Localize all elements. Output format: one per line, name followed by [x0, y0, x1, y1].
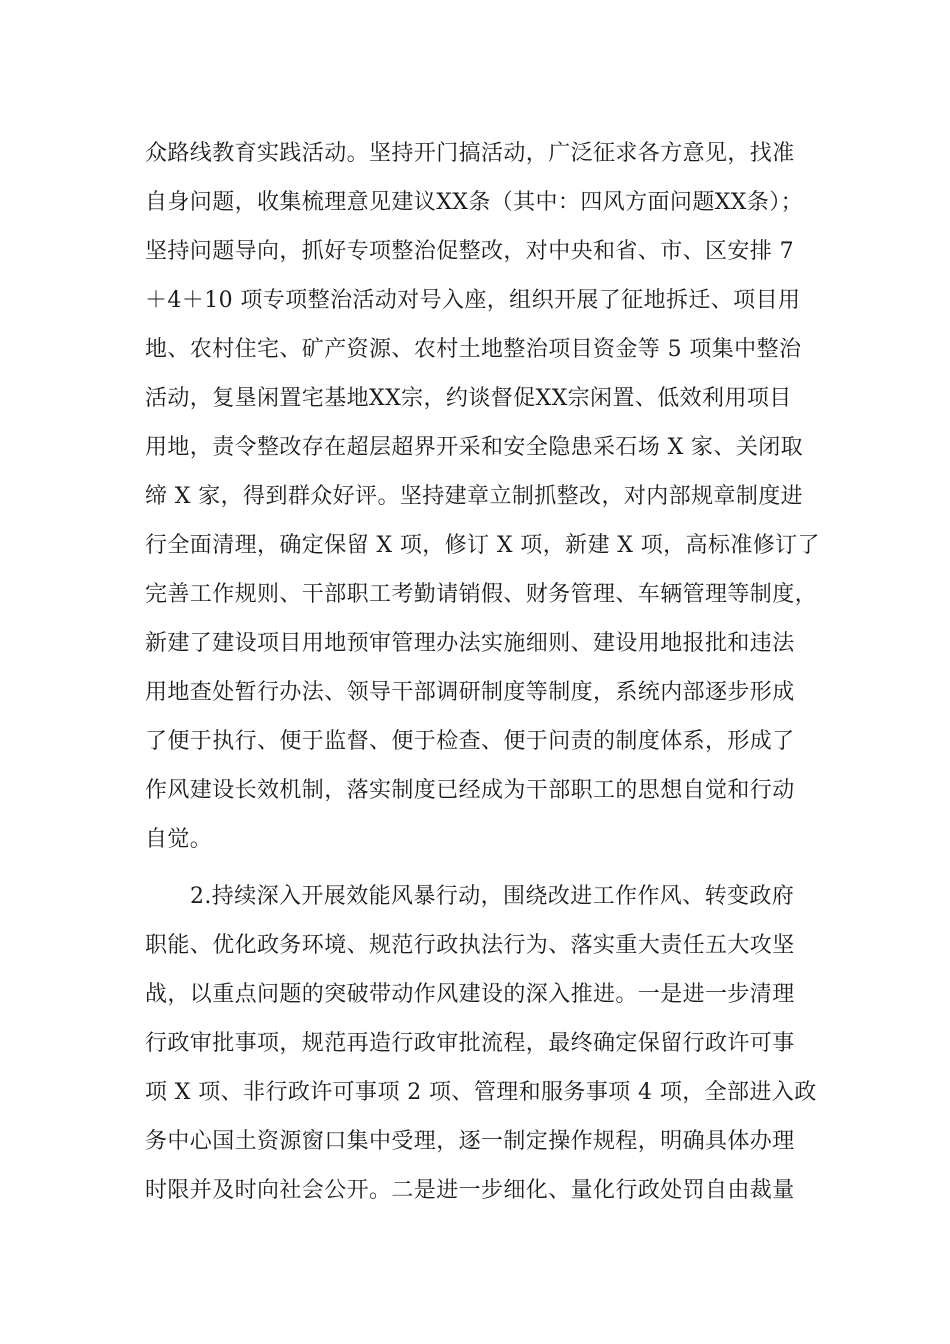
text-line: 职能、优化政务环境、规范行政执法行为、落实重大责任五大攻坚	[145, 933, 795, 958]
text-line: 务中心国土资源窗口集中受理，逐一制定操作规程，明确具体办理	[145, 1129, 795, 1154]
text-line: 完善工作规则、干部职工考勤请销假、财务管理、车辆管理等制度，	[145, 582, 818, 607]
paragraph-first-line: 2.持续深入开展效能风暴行动，围绕改进工作作风、转变政府	[190, 884, 795, 909]
text-line: 新建了建设项目用地预审管理办法实施细则、建设用地报批和违法	[145, 631, 795, 656]
text-line: 项 X 项、非行政许可事项 2 项、管理和服务事项 4 项，全部进入政	[145, 1080, 817, 1105]
text-line: 战，以重点问题的突破带动作风建设的深入推进。一是进一步清理	[145, 982, 795, 1007]
text-line: 行全面清理，确定保留 X 项，修订 X 项，新建 X 项，高标准修订了	[145, 533, 820, 558]
text-line: 众路线教育实践活动。坚持开门搞活动，广泛征求各方意见，找准	[145, 141, 795, 166]
text-line: 了便于执行、便于监督、便于检查、便于问责的制度体系，形成了	[145, 729, 795, 754]
text-line: 作风建设长效机制，落实制度已经成为干部职工的思想自觉和行动	[145, 778, 795, 803]
text-line: 自身问题，收集梳理意见建议XX条（其中：四风方面问题XX条）；	[145, 190, 804, 215]
text-line: 用地查处暂行办法、领导干部调研制度等制度，系统内部逐步形成	[145, 680, 795, 705]
text-line: 自觉。	[145, 827, 213, 852]
text-line: ＋4＋10 项专项整治活动对号入座，组织开展了征地拆迁、项目用	[145, 288, 801, 313]
text-line: 坚持问题导向，抓好专项整治促整改，对中央和省、市、区安排 7	[145, 239, 794, 264]
text-line: 活动，复垦闲置宅基地XX宗，约谈督促XX宗闲置、低效利用项目	[145, 386, 792, 411]
text-line: 地、农村住宅、矿产资源、农村土地整治项目资金等 5 项集中整治	[145, 337, 802, 362]
text-line: 时限并及时向社会公开。二是进一步细化、量化行政处罚自由裁量	[145, 1178, 795, 1203]
text-line: 用地，责令整改存在超层超界开采和安全隐患采石场 X 家、关闭取	[145, 435, 804, 460]
text-line: 行政审批事项，规范再造行政审批流程，最终确定保留行政许可事	[145, 1031, 795, 1056]
text-line: 缔 X 家，得到群众好评。坚持建章立制抓整改，对内部规章制度进	[145, 484, 804, 509]
